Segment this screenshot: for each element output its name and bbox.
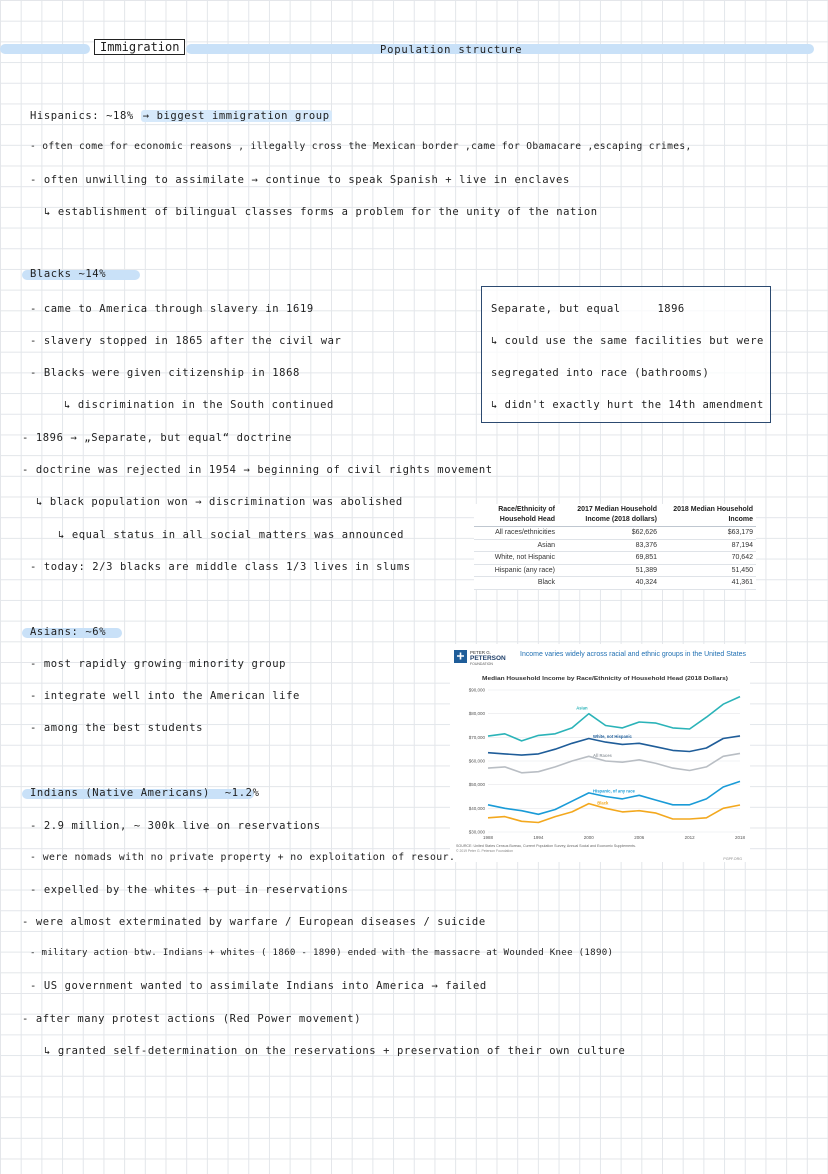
hispanics-line-3: ↳ establishment of bilingual classes forms a problem for the unity of the nation bbox=[44, 206, 598, 218]
box-line-3: ↳ didn't exactly hurt the 14th amendment bbox=[491, 399, 764, 411]
blacks-heading bbox=[30, 268, 106, 280]
series-line-black bbox=[488, 804, 740, 823]
hispanics-line-1: - often come for economic reasons , illegally cross the Mexican border ,came for Obamacare ,escaping crimes, bbox=[30, 141, 692, 152]
blacks-line-7: ↳ black population won → discrimination was abolished bbox=[36, 496, 403, 508]
page-subtitle: Population structure bbox=[380, 44, 523, 56]
table-row bbox=[474, 564, 756, 577]
asians-pct: ~6% bbox=[85, 626, 107, 638]
y-tick-label: $90,000 bbox=[468, 687, 485, 693]
hispanics-tag: → biggest immigration group bbox=[142, 110, 330, 122]
table-cell: 41,361 bbox=[660, 577, 756, 590]
table-row bbox=[474, 552, 756, 565]
indians-pct: ~1.2% bbox=[224, 787, 260, 799]
table-row bbox=[474, 577, 756, 590]
blacks-line-4: ↳ discrimination in the South continued bbox=[64, 399, 334, 411]
table-cell: 51,389 bbox=[558, 564, 660, 577]
chart-copyright: © 2019 Peter G. Peterson Foundation bbox=[456, 849, 513, 853]
income-col-race: Race/Ethnicity of Household Head bbox=[474, 504, 558, 527]
table-row bbox=[474, 539, 756, 552]
indians-label: Indians (Native Americans) bbox=[30, 787, 210, 799]
indians-line-6: - US government wanted to assimilate Indians into America → failed bbox=[30, 980, 487, 992]
series-label-black: Black bbox=[597, 800, 609, 806]
chart-subtitle: Median Household Income by Race/Ethnicity of Household Head (2018 Dollars) bbox=[482, 676, 729, 682]
blacks-line-5: - 1896 → „Separate, but equal“ doctrine bbox=[22, 432, 292, 444]
table-cell: $62,626 bbox=[558, 527, 660, 540]
series-label-all-races: All Races bbox=[593, 753, 612, 758]
series-label-asian: Asian bbox=[576, 705, 588, 711]
blacks-line-3: - Blacks were given citizenship in 1868 bbox=[30, 367, 300, 379]
income-table bbox=[474, 504, 756, 590]
x-tick-label: 2006 bbox=[634, 835, 645, 840]
y-tick-label: $80,000 bbox=[468, 711, 485, 717]
asians-label: Asians: bbox=[30, 626, 79, 638]
table-row bbox=[474, 527, 756, 540]
hispanics-heading bbox=[30, 110, 332, 122]
indians-line-5: - military action btw. Indians + whites ( 1860 - 1890) ended with the massacre at Wounded Knee (1890) bbox=[30, 948, 614, 958]
series-label-white-not-hispanic: White, not Hispanic bbox=[593, 734, 632, 740]
series-label-hispanic-of-any-race: Hispanic, of any race bbox=[593, 788, 635, 794]
income-chart-svg bbox=[450, 644, 750, 862]
x-tick-label: 2000 bbox=[583, 835, 594, 840]
table-cell: White, not Hispanic bbox=[474, 552, 558, 565]
hispanics-line-2: - often unwilling to assimilate → continue to speak Spanish + live in enclaves bbox=[30, 174, 570, 186]
table-cell: 40,324 bbox=[558, 577, 660, 590]
income-col-2018: 2018 Median Household Income bbox=[660, 504, 756, 527]
logo-line-1: PETER G. bbox=[470, 650, 492, 655]
box-line-2: segregated into race (bathrooms) bbox=[491, 367, 710, 379]
chart-pgpf: PGPF.ORG bbox=[723, 857, 742, 861]
page-title: Immigration bbox=[94, 39, 185, 55]
indians-line-7: - after many protest actions (Red Power movement) bbox=[22, 1013, 362, 1025]
table-cell: Asian bbox=[474, 539, 558, 552]
table-cell: All races/ethnicities bbox=[474, 527, 558, 540]
asians-line-3: - among the best students bbox=[30, 722, 204, 734]
box-title: Separate, but equal bbox=[491, 303, 621, 315]
asians-line-2: - integrate well into the American life bbox=[30, 690, 300, 702]
hispanics-pct: ~18% bbox=[106, 110, 134, 122]
indians-line-1: - 2.9 million, ~ 300k live on reservations bbox=[30, 820, 321, 832]
logo-line-2: PETERSON bbox=[470, 655, 506, 662]
table-cell: 51,450 bbox=[660, 564, 756, 577]
blacks-line-9: - today: 2/3 blacks are middle class 1/3 lives in slums bbox=[30, 561, 411, 573]
blacks-line-2: - slavery stopped in 1865 after the civil war bbox=[30, 335, 342, 347]
indians-line-4: - were almost exterminated by warfare / European diseases / suicide bbox=[22, 916, 486, 928]
y-tick-label: $60,000 bbox=[468, 758, 485, 764]
table-cell: $63,179 bbox=[660, 527, 756, 540]
table-cell: 83,376 bbox=[558, 539, 660, 552]
blacks-line-8: ↳ equal status in all social matters was announced bbox=[58, 529, 405, 541]
blacks-label: Blacks bbox=[30, 268, 72, 280]
logo-line-3: FOUNDATION bbox=[470, 662, 493, 666]
series-line-all-races bbox=[488, 753, 740, 772]
indians-heading bbox=[30, 787, 260, 799]
indians-line-8: ↳ granted self-determination on the reservations + preservation of their own culture bbox=[44, 1045, 626, 1057]
header-highlight-left bbox=[0, 44, 90, 54]
x-tick-label: 1988 bbox=[482, 835, 494, 840]
asians-line-1: - most rapidly growing minority group bbox=[30, 658, 287, 670]
x-tick-label: 2012 bbox=[684, 835, 695, 840]
y-tick-label: $40,000 bbox=[468, 805, 485, 811]
y-tick-label: $50,000 bbox=[468, 782, 485, 788]
y-tick-label: $70,000 bbox=[468, 734, 485, 740]
table-cell: 87,194 bbox=[660, 539, 756, 552]
table-cell: 70,642 bbox=[660, 552, 756, 565]
blacks-line-1: - came to America through slavery in 1619 bbox=[30, 303, 314, 315]
blacks-pct: ~14% bbox=[78, 268, 107, 280]
separate-but-equal-box bbox=[481, 286, 771, 423]
table-cell: 69,851 bbox=[558, 552, 660, 565]
y-tick-label: $30,000 bbox=[468, 829, 485, 835]
table-cell: Hispanic (any race) bbox=[474, 564, 558, 577]
indians-line-3: - expelled by the whites + put in reservations bbox=[30, 884, 349, 896]
chart-title: Income varies widely across racial and ethnic groups in the United States bbox=[520, 649, 747, 658]
chart-source: SOURCE: United States Census Bureau, Current Population Survey, Annual Social and Economic Supplements. bbox=[456, 844, 637, 848]
table-cell: Black bbox=[474, 577, 558, 590]
x-tick-label: 2018 bbox=[734, 835, 746, 840]
asians-heading bbox=[30, 626, 106, 638]
indians-line-2: - were nomads with no private property + no exploitation of resour. bbox=[30, 852, 456, 863]
hispanics-label: Hispanics: bbox=[30, 110, 100, 122]
income-col-2017: 2017 Median Household Income (2018 dollars) bbox=[558, 504, 660, 527]
box-line-1: ↳ could use the same facilities but were bbox=[491, 335, 764, 347]
blacks-line-6: - doctrine was rejected in 1954 → beginning of civil rights movement bbox=[22, 464, 493, 476]
income-chart bbox=[450, 644, 750, 862]
box-year: 1896 bbox=[657, 303, 685, 315]
x-tick-label: 1994 bbox=[533, 835, 544, 840]
income-table-header bbox=[474, 504, 756, 527]
